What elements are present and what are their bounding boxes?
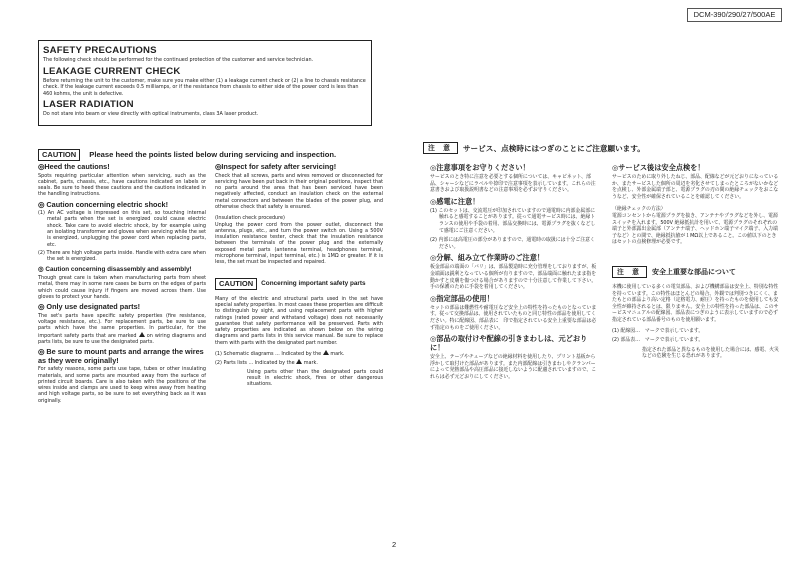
schematic-mark-label: (1) Schematic diagrams ... Indicated by the xyxy=(215,351,322,358)
japanese-column-1 xyxy=(430,160,598,383)
jp-inspect-text: サービスのために取り外したねじ、部品、配線などが元どおりになっているか、またサービスした個所の周辺を劣化させてしまったところがないかなどを点検し、外部金属端子部と、電源プラグの刃の間の絶縁チェックをおこなうなど、安全性が確保されていることを確認してください。 xyxy=(612,174,779,200)
jp-disassembly-text: 板金部品の端面の「バリ」は、部品製造時に充分管理をしておりますが、板金端面は鋭利となっている個所が有りますので、部品端面に触れたまま指を動かすと皮膚を傷つける場合がありますので十分注意して作業して下さい。手の保護のために手袋を着用してください。 xyxy=(430,264,597,291)
jp-designated-note: 指定された部品と異なるものを使用した場合には、感電、火災などの危険を生じる恐れがあります。 xyxy=(642,346,779,360)
important-caution-badge: CAUTION xyxy=(215,278,257,290)
jp-important-badge: 注 意 xyxy=(612,266,647,278)
designated-parts-text-a: The set's parts have specific safety properties (fire resistance, voltage resistance, etc.). For replacement parts, be sure to use parts which have the same properties. In particular, for the important safety parts that are marked xyxy=(38,312,206,339)
important-parts-text: Many of the electric and structural parts used in the set have special safety properties. In most cases these properties are difficult to distinguish by sight, and using replacement parts with higher ratings (rated power and withstand voltage) does not necessarily guarantee that safety performance will be preserved. Parts with safety properties are indicated as shown below on the wiring diagrams and parts lists in this service manual. Be sure to replace them with parts with the designated part number. xyxy=(215,295,383,346)
jp-inspect-heading: ◎サービス後は安全点検を！ xyxy=(612,163,705,172)
jp-insulation-text: 電源コンセントから電源プラグを抜き、アンテナやプラグなどを外し、電源スイッチを入れます。500V 絶縁抵抗計を用いて、電源プラグのそれぞれの端子と外部露出金属部（アンテナ端子、ヘッドホン端子マイク端子、入力端子など）との間で、絶縁抵抗値が１MΩ以上であること。この値以下のときはセットの点検修理が必要です。 xyxy=(612,212,778,246)
english-column-1 xyxy=(38,160,206,406)
japanese-caution-header xyxy=(423,142,783,154)
insulation-check-title: (Insulation check procedure) xyxy=(215,215,285,222)
parts-list-mark-label: (2) Parts lists ... Indicated by the xyxy=(215,360,295,367)
jp-heed-text: サービスのとき特に注意を必要とする個所については、キャビネット、部品、シャーシなどにラベルや捺印で注意事項を表示しています。これらの注意書きおよび取扱説明書などの注意事項を必ずお守りください。 xyxy=(430,174,596,194)
safety-precautions-text: The following check should be performed for the continued protection of the customer and service technician. xyxy=(43,57,314,63)
leakage-current-heading: LEAKAGE CURRENT CHECK xyxy=(43,65,181,77)
warning-triangle-icon xyxy=(323,350,329,355)
japanese-caution-title: サービス、点検時にはつぎのことにご注意願います。 xyxy=(462,143,645,153)
jp-mount-heading: ◎部品の取付けや配線の引きまわしは、元どおりに！ xyxy=(430,334,588,353)
jp-shock-heading: ◎感電に注意！ xyxy=(430,196,480,206)
important-parts-header xyxy=(215,278,383,290)
warning-triangle-icon xyxy=(139,332,145,337)
japanese-caution-badge: 注 意 xyxy=(423,142,458,154)
jp-insulation-title: （絶縁チェックの方法） xyxy=(612,206,666,213)
laser-radiation-text: Do not stare into beam or view directly with optical instruments, class 3A laser product. xyxy=(43,111,259,118)
jp-designated-text: セットの部品は難燃性や耐電圧など安全上の特性を持ったものとなっています。従って交換部品は、使用されていたものと同じ特性の部品を使用してください。特に配線図、部品表に 印で指定されている安全上重要な部品は必ず指定のものをご使用ください。 xyxy=(430,304,597,331)
mount-parts-heading: ◎ Be sure to mount parts and arrange the wires as they were originally! xyxy=(38,347,204,365)
jp-shock-item-1: (1) このセットは、交流電圧が印加されていますので通電時に内部金属部に触れると感電することがあります。従って通電サービス時には、絶縁トランスの使用や手袋の着用、部品交換時には、電源プラグを抜くなどして感電にご注意ください。 xyxy=(430,207,596,234)
heed-cautions-text: Spots requiring particular attention when servicing, such as the cabinet, parts, chassis, etc., have cautions indicated on labels or seals. Be sure to heed these cautions and the cautions indicated in the handling instructions. xyxy=(38,172,206,198)
important-parts-title: Concerning important safety parts xyxy=(261,279,366,287)
safety-precautions-box xyxy=(38,40,372,126)
insulation-check-text: Unplug the power cord from the power outlet, disconnect the antenna, plugs, etc., and turn the power switch on. Using a 500V insulation resistance tester, check that the insulation resistance between the terminals of the power plug and the externally exposed metal parts (antenna terminal, headphones terminal, microphone terminal, input terminal, etc.) is 1MΩ or greater. If it is less, the set must be inspected and repaired. xyxy=(215,221,383,266)
japanese-column-2 xyxy=(612,160,780,363)
designated-parts-heading: ◎ Only use designated parts! xyxy=(38,302,141,312)
mount-parts-text: For safety reasons, some parts use tape, tubes or other insulating materials, and some parts are mounted away from the surface of printed circuit boards. Care is also taken with the positions of the wires inside and clamps are used to keep wires away from heating and high voltage parts, so be sure to set everything back as it was originally. xyxy=(38,366,206,404)
parts-list-mark-item xyxy=(215,359,383,366)
inspect-safety-text: Check that all screws, parts and wires removed or disconnected for servicing have been put back in their original positions, inspect that no parts around the area that has been serviced have been negatively affected, conduct an insulation check on the external metal connectors and between the blades of the power plug, and otherwise check that safety is ensured. xyxy=(215,172,383,210)
model-number: DCM-390/290/27/500AE xyxy=(687,8,782,22)
designated-parts-text-b: on wiring diagrams and parts lists, be sure to use the designated parts. xyxy=(38,332,207,345)
page-number: 2 xyxy=(392,540,397,549)
english-column-2 xyxy=(215,160,383,390)
jp-important-parts-header xyxy=(612,266,780,278)
parts-list-mark-suffix: mark. xyxy=(303,360,318,367)
designated-parts-text xyxy=(38,313,206,345)
safety-precautions-heading: SAFETY PRECAUTIONS xyxy=(43,45,157,56)
jp-important-title: 安全上重要な部品について xyxy=(651,267,736,276)
leakage-current-text: Before returning the unit to the customer, make sure you make either (1) a leakage current check or (2) a line to chassis resistance check. If the leakage current exceeds 0.5 milliamps, or if the resistance from chassis to either side of the power cord is less than 460 kohms, the unit is defective. xyxy=(43,77,366,97)
schematic-mark-item xyxy=(215,350,383,357)
electric-shock-item-2: (2) There are high voltage parts inside. Handle with extra care when the set is energized. xyxy=(38,249,206,263)
heed-cautions-heading: ◎Heed the cautions! xyxy=(38,162,110,171)
caution-badge: CAUTION xyxy=(38,149,80,161)
warning-triangle-icon xyxy=(296,359,302,364)
jp-designated-heading: ◎指定部品の使用！ xyxy=(430,293,494,303)
schematic-mark-suffix: mark. xyxy=(330,351,345,358)
laser-radiation-heading: LASER RADIATION xyxy=(43,99,134,111)
caution-title: Please heed the points listed below during servicing and inspection. xyxy=(89,150,337,159)
electric-shock-item-1: (1) An AC voltage is impressed on this set, so touching internal metal parts when the set is energized could cause electric shock. Take care to avoid electric shock, by for example using an isolating transformer and gloves when servicing while the set is energized, unplugging the power cord when replacing parts, etc. xyxy=(38,210,206,248)
jp-mount-text: 安全上、テープやチューブなどの絶縁材料を使用したり、プリント基板から浮かして取付けた部品があります。また内部配線は引きまわしやクランパーによって発熱部品や高圧部品に接近しないように配慮されていますので、これらは必ず元どおりにしてください。 xyxy=(430,354,597,380)
designated-parts-note: Using parts other than the designated parts could result in electric shock, fires or other dangerous situations. xyxy=(247,368,383,388)
inspect-safety-heading: ◎Inspect for safety after servicing! xyxy=(215,162,337,171)
disassembly-text: Though great care is taken when manufacturing parts from sheet metal, there may in some rare cases be burrs on the edges of parts which could cause injury if fingers are moved across them. Use gloves to protect your hands. xyxy=(38,275,206,300)
jp-disassembly-heading: ◎分解、組み立て作業時のご注意！ xyxy=(430,253,545,263)
jp-shock-item-2: (2) 内部には高電圧の部分がありますので、通電時の取扱には十分ご注意ください。 xyxy=(430,237,595,250)
jp-parts-list-mark-item: (2) 部品表… マークで表示しています。 xyxy=(612,337,704,344)
jp-heed-heading: ◎注意事項をお守りください！ xyxy=(430,163,530,172)
jp-schematic-mark-item: (1) 配線図… マークで表示しています。 xyxy=(612,327,704,334)
disassembly-heading: ◎ Caution concerning disassembly and assembly! xyxy=(38,265,192,273)
electric-shock-heading: ◎ Caution concerning electric shock! xyxy=(38,199,169,209)
caution-header xyxy=(38,142,398,159)
jp-important-text: 本機に使用している多くの電気部品、および機構部品は安全上、特別な特性を持っています。この特性はほとんどの場合、外観では判別つきにくく、またもとの部品より高い定格（定格電力、耐圧）を持ったものを使用しても安全性が維持されるとは、限りません。安全上の特性を持った部品は、このサービスマニュアルの配線図、部品表につぎのように表示していますので必ず指定されている部品番号のものを使用願います。 xyxy=(612,283,779,323)
